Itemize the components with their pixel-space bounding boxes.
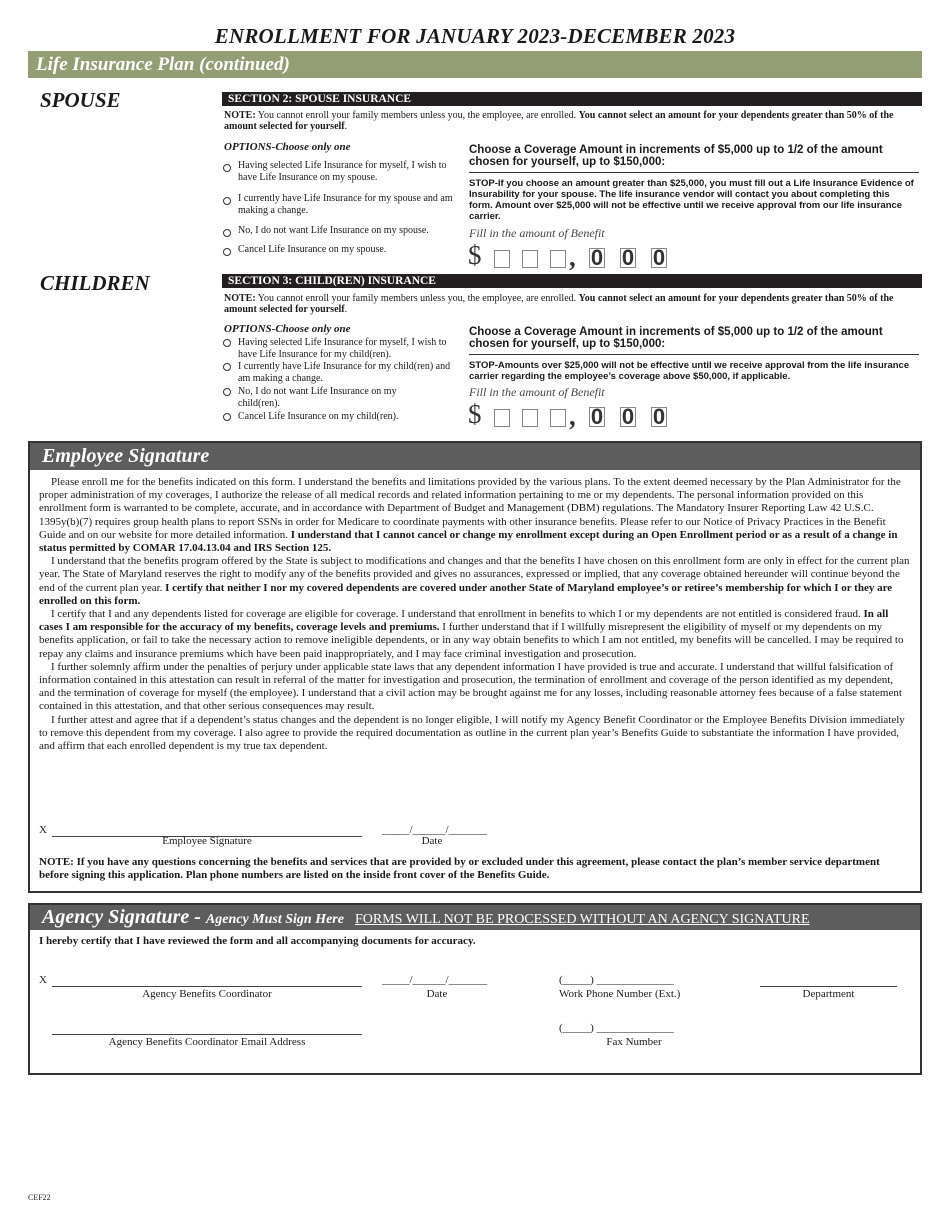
spouse-option-1[interactable] <box>222 160 462 183</box>
zero-digit: 0 <box>590 245 604 270</box>
children-option-label: I currently have Life Insurance for my child(ren) and am making a change. <box>238 361 451 384</box>
agency-heading-title: Agency Signature - <box>42 906 206 928</box>
children-option-3[interactable] <box>222 386 462 409</box>
spouse-option-4[interactable] <box>222 244 462 259</box>
zero-digit: 0 <box>652 404 666 429</box>
agency-signature-panel <box>28 903 922 1075</box>
spouse-note-bold: You cannot select an amount for your dependents greater than 50% of the amount selected for yourself <box>224 110 894 132</box>
radio-button[interactable] <box>223 339 231 347</box>
plan-section-bar: Life Insurance Plan (continued) <box>28 51 922 78</box>
divider <box>469 354 919 355</box>
work-phone-caption: Work Phone Number (Ext.) <box>559 988 681 1000</box>
coordinator-email-caption: Agency Benefits Coordinator Email Address <box>108 1036 306 1048</box>
agency-coordinator-caption: Agency Benefits Coordinator <box>142 988 272 1000</box>
agency-date-field[interactable]: _____/______/_______ <box>382 974 488 986</box>
children-option-4[interactable] <box>222 411 462 426</box>
spouse-options-title: OPTIONS-Choose only one <box>224 141 351 153</box>
children-benefit-amount <box>468 399 678 431</box>
divider <box>469 172 919 173</box>
children-section-header: SECTION 3: CHILD(REN) INSURANCE <box>222 274 922 288</box>
children-label: CHILDREN <box>40 271 150 295</box>
children-note <box>224 293 918 315</box>
digit-box[interactable] <box>494 250 510 268</box>
digit-box[interactable] <box>522 409 538 427</box>
consent-paragraph <box>39 661 911 714</box>
spouse-label: SPOUSE <box>40 88 121 112</box>
signature-x-mark: X <box>39 824 47 836</box>
consent-text: Please enroll me for the benefits indicated on this form. I understand the benefits and limitations provided by the various plans. To the extent deemed necessary by the Plan Administrator for the proper administration of my coverages, I authorize the release of all medical records and related information pertaining to me or my dependents. The personal information provided on this enrollment form is warranted to be complete, accurate, and in accordance with Department of Budget and Management (DBM) regulations. The Mandatory Insurer Reporting Law 42 U.S.C. 1395y(b)(7) requires group health plans to report SSNs in order for Medicare to coordinate payments with other insurance benefits. Please refer to our Notice of Privacy Practices in the Benefit Guide and on our website for more detailed information. <box>39 476 901 541</box>
zero-digit: 0 <box>590 404 604 429</box>
children-option-label: No, I do not want Life Insurance on my child(ren). <box>238 386 397 409</box>
digit-box[interactable] <box>522 250 538 268</box>
department-line[interactable] <box>760 986 897 987</box>
agency-signature-heading <box>30 905 920 930</box>
spouse-option-label: No, I do not want Life Insurance on my spouse. <box>238 225 429 236</box>
consent-bold: I understand that I cannot cancel or change my enrollment except during an Open Enrollment period or as a result of a change in status permitted by COMAR 17.04.13.04 and IRS Section 125. <box>39 528 898 555</box>
agency-warning: FORMS WILL NOT BE PROCESSED WITHOUT AN AGENCY SIGNATURE <box>354 912 810 927</box>
children-note-text: You cannot enroll your family members unless you, the employee, are enrolled. <box>255 293 579 304</box>
spouse-option-3[interactable] <box>222 225 462 240</box>
consent-text: I further understand that if I willfully misrepresent the eligibility of myself or my dependents on my benefits application, or fail to take the necessary action to remove ineligible dependents, or in any way obtain benefits to which I am not entitled, my benefits will be cancelled. I may be required to repay any claims and insurance premiums which have been paid inappropriately, and I may face criminal investigation and prosecution. <box>39 621 904 660</box>
agency-coordinator-line[interactable] <box>52 986 362 987</box>
consent-paragraph <box>39 608 911 661</box>
zero-digit: 0 <box>621 245 635 270</box>
employee-signature-heading: Employee Signature <box>30 443 920 470</box>
consent-text: I further solemnly affirm under the penalties of perjury under applicable state laws that any dependent information I have provided is true and accurate. I understand that willful falsification of information contained in this attestation can result in referral of the matter for investigation and prosecution, the termination of enrollment and coverage of the person identified as my dependent, and the termination of coverage for myself (the employee). I understand that a civil action may be brought against me for any losses, including reasonable attorney fees because of a false statement contained in this attestation, and that other serious consequences may result. <box>39 660 902 713</box>
employee-date-caption: Date <box>421 835 443 847</box>
spouse-note-label: NOTE: <box>224 110 256 121</box>
consent-bold: I certify that neither I nor my covered dependents are covered under another State of Maryland employee’s or retiree’s membership for which I or they are enrolled on this form. <box>39 581 893 607</box>
fax-caption: Fax Number <box>606 1036 662 1048</box>
form-code: CEF22 <box>28 1193 51 1202</box>
employee-consent-text <box>39 476 911 753</box>
spouse-stop-notice: STOP-If you choose an amount greater than $25,000, you must fill out a Life Insurance Evidence of Insurability for your spouse. The life insurance vendor will contact you about completing this form. Amount over $25,000 will not be effective until we receive approval from our life insurance carrier. <box>469 178 914 222</box>
children-fill-label: Fill in the amount of Benefit <box>469 385 605 399</box>
spouse-section-header: SECTION 2: SPOUSE INSURANCE <box>222 92 922 106</box>
employee-date-field[interactable]: _____/______/_______ <box>382 824 488 836</box>
department-caption: Department <box>802 988 855 1000</box>
employee-signature-note: NOTE: If you have any questions concerning the benefits and services that are provided by or excluded under this agreement, please contact the plan’s member service department before signing this application. Plan phone numbers are listed on the inside front cover of the Benefits Guide. <box>39 856 880 882</box>
children-option-label: Having selected Life Insurance for myself, I wish to have Life Insurance for my child(ren). <box>238 337 447 360</box>
children-choose-amount: Choose a Coverage Amount in increments of $5,000 up to 1/2 of the amount chosen for yourself, up to $150,000: <box>469 326 883 350</box>
agency-certify-text: I hereby certify that I have reviewed the form and all accompanying documents for accuracy. <box>39 935 476 947</box>
zero-digit: 0 <box>652 245 666 270</box>
consent-paragraph <box>39 476 911 555</box>
radio-button[interactable] <box>223 388 231 396</box>
spouse-option-label: Having selected Life Insurance for myself, I wish to have Life Insurance on my spouse. <box>238 160 447 183</box>
consent-bold: In all cases I am responsible for the accuracy of my benefits, coverage levels and premiums. <box>39 608 889 634</box>
consent-paragraph <box>39 714 911 754</box>
coordinator-email-line[interactable] <box>52 1034 362 1035</box>
comma: , <box>569 242 576 272</box>
page-title: ENROLLMENT FOR JANUARY 2023-DECEMBER 2023 <box>214 24 736 48</box>
radio-button[interactable] <box>223 248 231 256</box>
children-note-end: . <box>344 304 348 315</box>
work-phone-field[interactable]: (_____) ______________ <box>559 974 674 986</box>
spouse-note-text: You cannot enroll your family members unless you, the employee, are enrolled. <box>255 110 579 121</box>
agency-date-caption: Date <box>426 988 448 1000</box>
consent-text: I certify that I and any dependents listed for coverage are eligible for coverage. I understand that enrollment in benefits to which I or my dependents are not entitled is considered fraud. <box>51 608 864 621</box>
comma: , <box>569 401 576 431</box>
agency-heading-sub: Agency Must Sign Here <box>205 912 344 927</box>
radio-button[interactable] <box>223 197 231 205</box>
children-option-label: Cancel Life Insurance on my child(ren). <box>238 411 399 422</box>
children-option-1[interactable] <box>222 337 462 360</box>
consent-text: I understand that the benefits program offered by the State is subject to modifications and changes and that the benefits I have chosen on this enrollment form are only in effect for the current plan year. The State of Maryland reserves the right to modify any of the benefits provided and gives no assurances, expressed or implied, that any coverage obtained hereunder will continue beyond the end of the current plan year. <box>39 555 910 594</box>
digit-box[interactable] <box>494 409 510 427</box>
children-stop-notice: STOP-Amounts over $25,000 will not be effective until we receive approval from the life insurance carrier regarding the employee’s coverage above $50,000, if applicable. <box>469 360 910 382</box>
children-note-bold: You cannot select an amount for your dependents greater than 50% of the amount selected for yourself <box>224 293 894 315</box>
dollar-sign: $ <box>468 240 482 270</box>
digit-box[interactable] <box>550 409 566 427</box>
employee-signature-panel <box>28 441 922 893</box>
consent-text: I further attest and agree that if a dependent’s status changes and the dependent is no longer eligible, I will notify my Agency Benefit Coordinator or the Employee Benefits Division immediately to remove this dependent from my coverage. I also agree to provide the required documentation as outline in the current plan year’s Benefits Guide to substantiate the information I have provided, and affirm that each enrolled dependent is my true tax dependent. <box>39 713 905 753</box>
radio-button[interactable] <box>223 164 231 172</box>
dollar-sign: $ <box>468 399 482 429</box>
zero-digit: 0 <box>621 404 635 429</box>
radio-button[interactable] <box>223 229 231 237</box>
children-option-2[interactable] <box>222 361 462 384</box>
spouse-choose-amount: Choose a Coverage Amount in increments of $5,000 up to 1/2 of the amount chosen for yourself, up to $150,000: <box>469 144 883 168</box>
spouse-note <box>224 110 918 132</box>
employee-signature-caption: Employee Signature <box>162 835 252 847</box>
spouse-option-2[interactable] <box>222 193 462 216</box>
spouse-benefit-amount <box>468 240 678 272</box>
spouse-fill-label: Fill in the amount of Benefit <box>469 226 605 240</box>
spouse-note-end: . <box>344 121 348 132</box>
fax-field[interactable]: (_____) ______________ <box>559 1022 674 1034</box>
children-options-title: OPTIONS-Choose only one <box>224 323 351 335</box>
children-note-label: NOTE: <box>224 293 256 304</box>
radio-button[interactable] <box>223 363 231 371</box>
radio-button[interactable] <box>223 413 231 421</box>
digit-box[interactable] <box>550 250 566 268</box>
spouse-option-label: I currently have Life Insurance for my spouse and am making a change. <box>238 193 453 216</box>
spouse-option-label: Cancel Life Insurance on my spouse. <box>238 244 387 255</box>
consent-paragraph <box>39 555 911 608</box>
agency-x-mark: X <box>39 974 47 986</box>
